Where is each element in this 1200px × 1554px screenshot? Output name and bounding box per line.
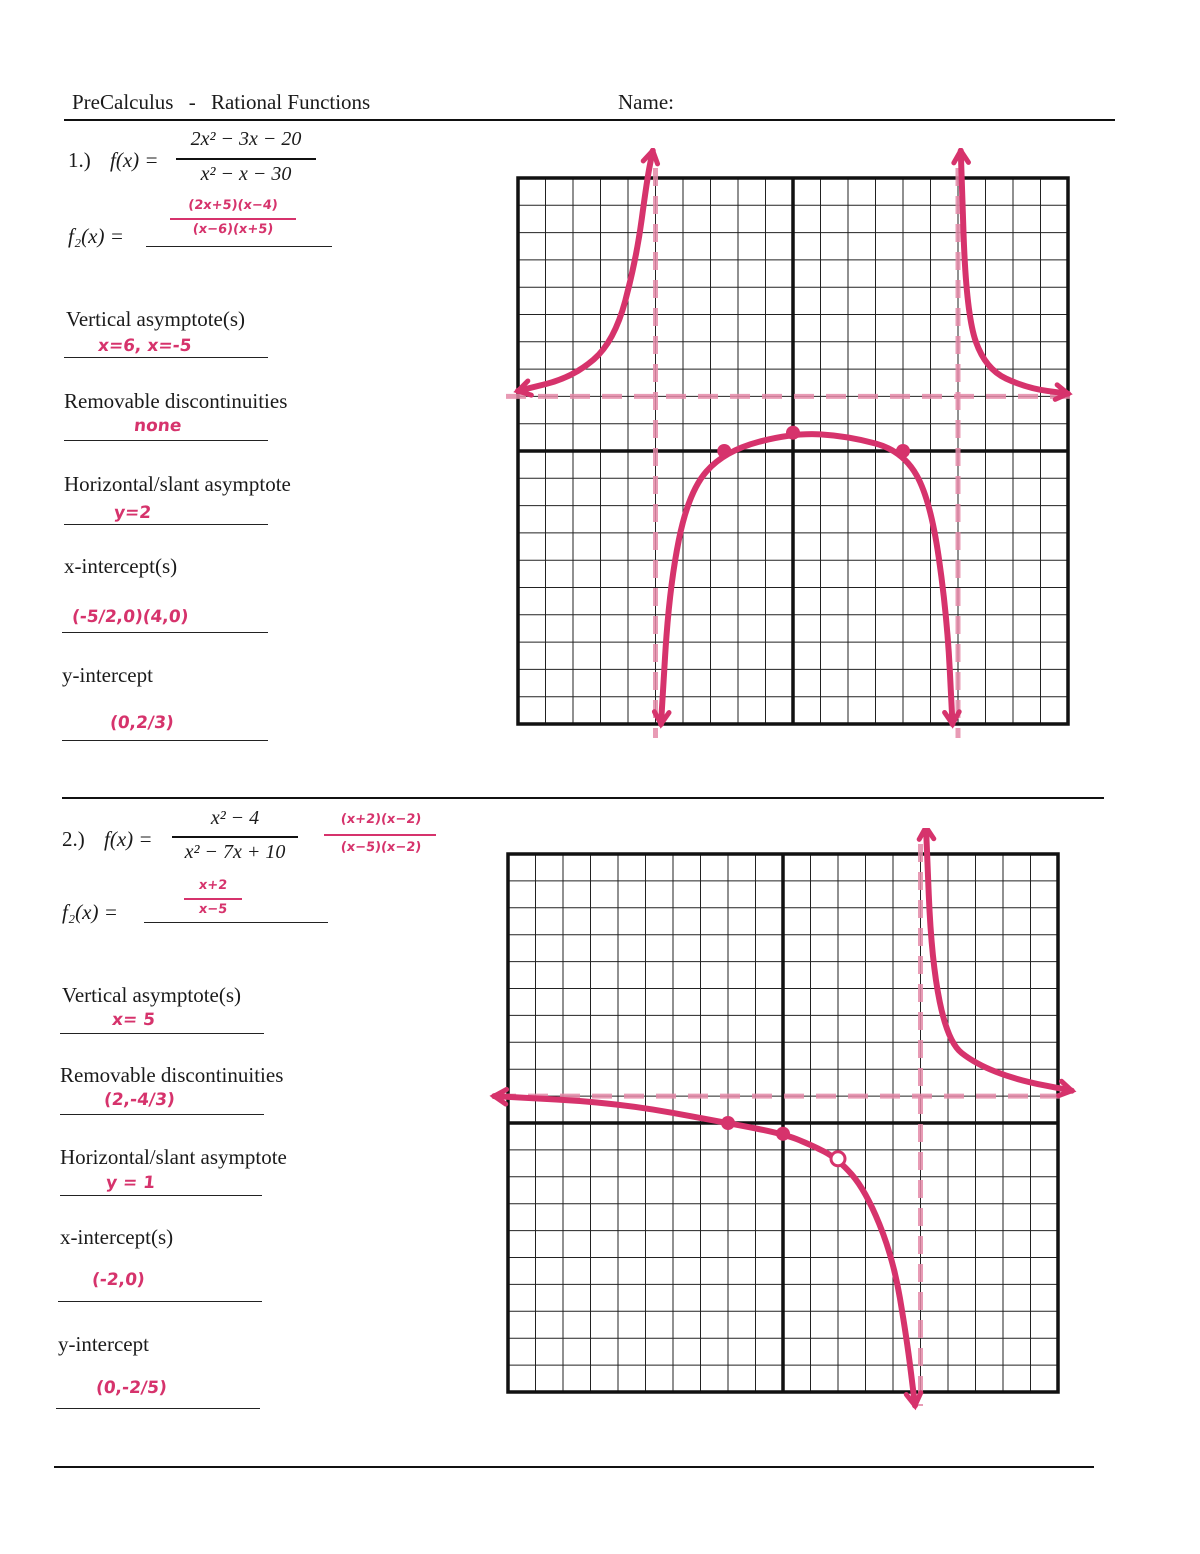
- right-branch-curve: [961, 151, 1068, 394]
- problem-1-f2-num: (2x+5)(x−4): [187, 198, 279, 213]
- graph-2: [488, 828, 1098, 1424]
- problem-2-f2-label: f₂(x) =: [62, 900, 118, 924]
- topic-name: Rational Functions: [210, 90, 371, 114]
- p1-horizontal-blank: [64, 524, 268, 525]
- problem-1-f2-den: (x−6)(x+5): [191, 222, 274, 237]
- p2-removable-label: Removable discontinuities: [60, 1063, 284, 1087]
- p2-y-intercept-label: y-intercept: [58, 1332, 149, 1356]
- problem-2-numerator: x² − 4: [210, 807, 260, 829]
- problem-2-f2-blank: [144, 922, 328, 923]
- p1-x-intercepts-answer: (-5/2,0)(4,0): [70, 607, 190, 627]
- graph-point: [786, 426, 800, 440]
- p2-horizontal-answer: y = 1: [104, 1173, 157, 1193]
- graph-point: [896, 444, 910, 458]
- p2-y-intercept-answer: (0,-2/5): [94, 1378, 168, 1398]
- p2-horizontal-blank: [60, 1195, 262, 1196]
- problem-2-f2-bar: [184, 898, 242, 900]
- p1-y-intercept-blank: [62, 740, 268, 741]
- left-branch-curve: [494, 1096, 915, 1405]
- p1-removable-label: Removable discontinuities: [64, 389, 288, 413]
- p2-removable-answer: (2,-4/3): [102, 1090, 176, 1110]
- p2-y-intercept-blank: [56, 1408, 260, 1409]
- graph-point: [721, 1116, 735, 1130]
- left-branch-curve: [518, 151, 653, 391]
- p1-x-intercepts-blank: [62, 632, 268, 633]
- problem-2-fraction-bar: [172, 836, 298, 838]
- course-name: PreCalculus: [72, 90, 174, 114]
- p1-y-intercept-label: y-intercept: [62, 663, 153, 687]
- problem-1-f2-blank: [146, 246, 332, 247]
- name-label: Name:: [618, 90, 674, 114]
- graph-1: [498, 148, 1098, 770]
- hole-point: [831, 1152, 845, 1166]
- p1-removable-answer: none: [132, 416, 183, 436]
- p1-x-intercepts-label: x-intercept(s): [64, 554, 178, 578]
- problem-2-factored-den: (x−5)(x−2): [339, 840, 422, 855]
- graph-point: [717, 444, 731, 458]
- p2-vertical-asymptote-blank: [60, 1033, 264, 1034]
- problem-1-lhs: f(x) =: [110, 148, 159, 172]
- problem-1-f2-bar: [170, 218, 296, 220]
- problem-2-denominator: x² − 7x + 10: [184, 841, 286, 863]
- p1-removable-blank: [64, 440, 268, 441]
- middle-branch-curve: [661, 434, 953, 724]
- problem-2-number: 2.): [62, 827, 85, 851]
- p2-x-intercepts-blank: [58, 1301, 262, 1302]
- problem-1-number: 1.): [68, 148, 91, 172]
- p1-horizontal-label: Horizontal/slant asymptote: [64, 472, 291, 496]
- section-divider: [62, 797, 1104, 799]
- problem-2-factored-bar: [324, 834, 436, 836]
- p1-vertical-asymptote-label: Vertical asymptote(s): [66, 307, 246, 331]
- problem-1-fraction-bar: [176, 158, 316, 160]
- p2-removable-blank: [60, 1114, 264, 1115]
- problem-1-f2-label: f₂(x) =: [68, 224, 124, 248]
- graph-point: [776, 1127, 790, 1141]
- course-title: [72, 90, 370, 115]
- p2-x-intercepts-label: x-intercept(s): [60, 1225, 174, 1249]
- problem-1-denominator: x² − x − 30: [200, 163, 292, 185]
- header-rule: [64, 119, 1115, 121]
- p1-y-intercept-answer: (0,2/3): [108, 713, 175, 733]
- bottom-rule: [54, 1466, 1094, 1468]
- p1-vertical-asymptote-blank: [64, 357, 268, 358]
- p2-vertical-asymptote-label: Vertical asymptote(s): [62, 983, 242, 1007]
- p1-horizontal-answer: y=2: [112, 503, 153, 523]
- problem-2-f2-num: x+2: [198, 878, 228, 893]
- header-separator: -: [188, 90, 196, 114]
- p1-vertical-asymptote-answer: x=6, x=-5: [96, 336, 193, 356]
- p2-vertical-asymptote-answer: x= 5: [110, 1010, 157, 1030]
- problem-2-f2-den: x−5: [198, 902, 228, 917]
- p2-x-intercepts-answer: (-2,0): [90, 1270, 146, 1290]
- problem-2-factored-num: (x+2)(x−2): [339, 812, 422, 827]
- problem-2-lhs: f(x) =: [104, 827, 153, 851]
- problem-1-numerator: 2x² − 3x − 20: [190, 128, 302, 150]
- p2-horizontal-label: Horizontal/slant asymptote: [60, 1145, 287, 1169]
